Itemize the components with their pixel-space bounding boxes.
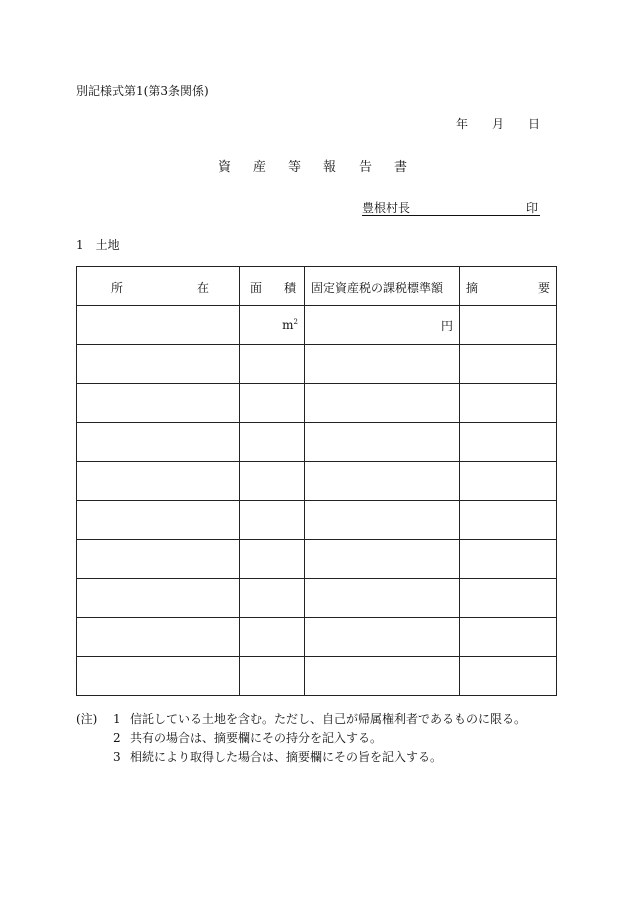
area-cell[interactable] <box>240 579 305 618</box>
area-cell[interactable] <box>240 306 305 345</box>
date-day-label: 日 <box>528 117 541 131</box>
addressee-name: 豊根村長 <box>362 201 411 215</box>
table-row <box>77 540 557 579</box>
table-row <box>77 384 557 423</box>
land-table <box>76 266 557 696</box>
location-cell[interactable] <box>77 306 240 345</box>
tax-base-cell[interactable] <box>305 306 460 345</box>
area-cell[interactable] <box>240 384 305 423</box>
note-text: 信託している土地を含む。ただし、自己が帰属権利者であるものに限る。 <box>130 712 527 726</box>
note-item <box>76 710 556 729</box>
tax-base-cell[interactable] <box>305 540 460 579</box>
header-text: 固定資産税の課税標準額 <box>311 281 444 295</box>
header-tax-base <box>305 267 460 306</box>
remarks-cell[interactable] <box>460 384 557 423</box>
title-char: 報 <box>323 160 337 175</box>
area-unit-sup: 2 <box>293 318 298 326</box>
header-text: 所 <box>111 281 124 295</box>
header-area <box>240 267 305 306</box>
location-cell[interactable] <box>77 345 240 384</box>
note-text: 相続により取得した場合は、摘要欄にその旨を記入する。 <box>130 750 443 764</box>
location-cell[interactable] <box>77 462 240 501</box>
note-number: 3 <box>113 750 121 764</box>
location-cell[interactable] <box>77 618 240 657</box>
title-char: 等 <box>288 160 302 175</box>
title-char: 資 <box>218 160 232 175</box>
addressee-line <box>362 199 540 216</box>
header-text: 在 <box>197 281 210 295</box>
remarks-cell[interactable] <box>460 618 557 657</box>
tax-base-cell[interactable] <box>305 579 460 618</box>
area-cell[interactable] <box>240 657 305 696</box>
area-cell[interactable] <box>240 540 305 579</box>
table-row <box>77 657 557 696</box>
table-row <box>77 501 557 540</box>
header-text: 摘 <box>466 281 479 295</box>
table-row <box>77 423 557 462</box>
note-number: 1 <box>113 712 121 726</box>
tax-base-cell[interactable] <box>305 384 460 423</box>
yen-unit: 円 <box>440 318 453 333</box>
remarks-cell[interactable] <box>460 501 557 540</box>
table-row <box>77 306 557 345</box>
header-text: 面 <box>250 281 263 295</box>
date-year-label: 年 <box>456 117 469 131</box>
notes-section <box>76 710 556 767</box>
area-cell[interactable] <box>240 618 305 657</box>
area-cell[interactable] <box>240 501 305 540</box>
tax-base-cell[interactable] <box>305 345 460 384</box>
notes-prefix: (注) <box>76 712 98 726</box>
section-title: 1 土地 <box>76 238 120 252</box>
title-char: 産 <box>253 160 267 175</box>
area-unit: m <box>282 318 294 332</box>
remarks-cell[interactable] <box>460 423 557 462</box>
remarks-cell[interactable] <box>460 657 557 696</box>
header-remarks <box>460 267 557 306</box>
remarks-cell[interactable] <box>460 306 557 345</box>
area-cell[interactable] <box>240 462 305 501</box>
table-row <box>77 345 557 384</box>
form-label: 別記様式第1(第3条関係) <box>76 84 209 98</box>
title-char: 書 <box>394 160 408 175</box>
table-row <box>77 579 557 618</box>
tax-base-cell[interactable] <box>305 657 460 696</box>
note-number: 2 <box>113 731 121 745</box>
date-month-label: 月 <box>492 117 505 131</box>
header-location <box>77 267 240 306</box>
remarks-cell[interactable] <box>460 579 557 618</box>
area-cell[interactable] <box>240 423 305 462</box>
table-row <box>77 462 557 501</box>
location-cell[interactable] <box>77 423 240 462</box>
tax-base-cell[interactable] <box>305 501 460 540</box>
tax-base-cell[interactable] <box>305 618 460 657</box>
remarks-cell[interactable] <box>460 462 557 501</box>
note-text: 共有の場合は、摘要欄にその持分を記入する。 <box>130 731 383 745</box>
seal-mark: 印 <box>525 201 538 215</box>
location-cell[interactable] <box>77 384 240 423</box>
location-cell[interactable] <box>77 501 240 540</box>
location-cell[interactable] <box>77 540 240 579</box>
remarks-cell[interactable] <box>460 345 557 384</box>
tax-base-cell[interactable] <box>305 462 460 501</box>
table-row <box>77 618 557 657</box>
note-item <box>76 729 556 748</box>
location-cell[interactable] <box>77 657 240 696</box>
header-text: 要 <box>538 281 551 295</box>
header-text: 積 <box>284 281 297 295</box>
title-char: 告 <box>359 160 373 175</box>
table-header-row <box>77 267 557 306</box>
location-cell[interactable] <box>77 579 240 618</box>
note-item <box>76 748 556 767</box>
tax-base-cell[interactable] <box>305 423 460 462</box>
remarks-cell[interactable] <box>460 540 557 579</box>
area-cell[interactable] <box>240 345 305 384</box>
